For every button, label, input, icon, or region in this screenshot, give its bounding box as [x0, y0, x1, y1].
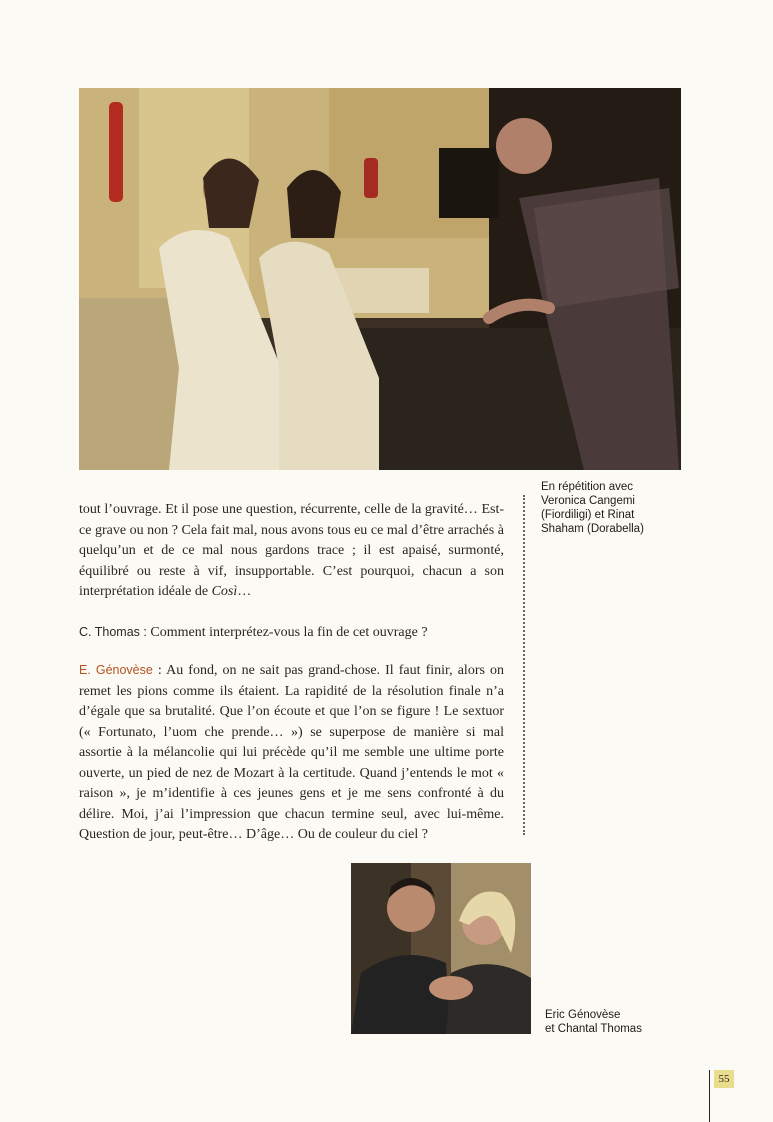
opera-title: Così [211, 584, 238, 599]
paragraph-1-text: tout l’ouvrage. Et il pose une question, récurrente, celle de la gravité… Est-ce grave ou non ? Cela fait mal, nous avons tous eu ce mal d’être arrachés à quelqu’un et de ce mal nous gardons trace ; il est apaisé, surmonté, équilibré ou reste à vif, insupportable. C’est pourquoi, chacun a son interprétation idéale de [79, 502, 504, 599]
paragraph-1 [79, 500, 504, 603]
speaker-thomas: C. Thomas : [79, 625, 147, 639]
paragraph-2 [79, 622, 504, 644]
question-text: Comment interprétez-vous la fin de cet ouvrage ? [146, 625, 428, 640]
speaker-genovese: E. Génovèse [79, 663, 153, 677]
dotted-divider [523, 495, 525, 835]
page-number-marker [709, 1070, 736, 1122]
photo-caption-top: En répétition avec Veronica Cangemi (Fiordiligi) et Rinat Shaham (Dorabella) [541, 481, 644, 535]
portrait-photo [351, 863, 531, 1034]
answer-text: : Au fond, on ne sait pas grand-chose. Il faut finir, alors on remet les pions comme ils étaient. La rapidité de la résolution finale n’a d’égale que sa brutalité. Que l’on écoute et que l’on se figure ! Le sextuor (« Fortunato, l’uom che prende… ») se superpose de manière si mal assortie à la mélancolie qui lui précède qu’il me semble une ultime porte ouverte, un pied de nez de Mozart à la certitude. Quand j’entends le mot « raison », je m’identifie à ces jeunes gens et je me sens confronté à du délire. Moi, j’ai l’impression que chacun termine seul, avec lui-même. Question de jour, peut-être… D’âge… Ou de couleur du ciel ? [79, 663, 504, 842]
photo-caption-bottom: Eric Génovèse et Chantal Thomas [545, 1009, 642, 1035]
paragraph-1-end: … [237, 584, 252, 599]
paragraph-3 [79, 660, 504, 846]
rehearsal-photo [79, 88, 681, 470]
page-number: 55 [714, 1070, 734, 1088]
